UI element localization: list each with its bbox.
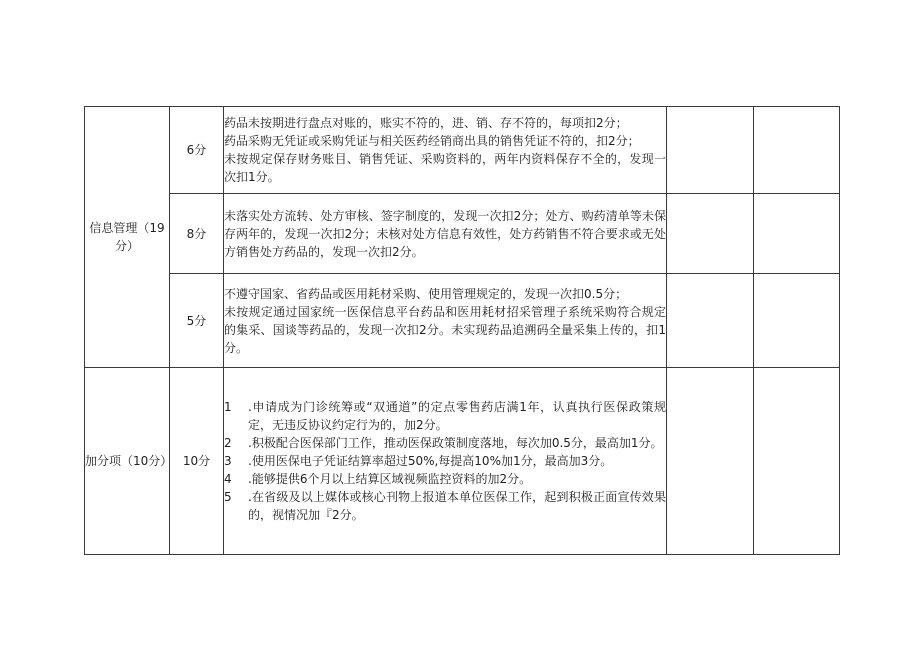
rule-cell: [224, 107, 667, 194]
bonus-item: [224, 434, 666, 452]
category-label: 加分项（10分）: [85, 454, 173, 468]
bonus-item-text: .能够提供6个月以上结算区域视频监控资料的加2分。: [248, 472, 532, 486]
bonus-item-text: .使用医保电子凭证结算率超过50%,每提高10%加1分，最高加3分。: [248, 454, 613, 468]
category-cell: [85, 368, 173, 555]
blank-cell: [667, 107, 754, 194]
bonus-item-number: 3: [224, 454, 232, 468]
rule-cell: [224, 274, 667, 368]
bonus-item-text: .积极配合医保部门工作，推动医保政策制度落地，每次加0.5分，最高加1分。: [248, 436, 663, 450]
blank-cell: [754, 107, 840, 194]
score-cell: [170, 107, 224, 194]
table-row: [85, 274, 840, 368]
score-value: 8分: [186, 226, 207, 241]
rule-line: 未按规定通过国家统一医保信息平台药品和医用耗材招采管理子系统采购符合规定的集采、国谈等药品的，发现一次扣2分。未实现药品追溯码全量采集上传的，扣1分。: [224, 304, 666, 355]
rule-line: 不遵守国家、省药品或医用耗材采购、使用管理规定的，发现一次扣0.5分；: [224, 286, 628, 301]
rule-line: 药品未按期进行盘点对账的，账实不符的，进、销、存不符的，每项扣2分；: [224, 116, 628, 130]
score-cell: [170, 368, 224, 555]
bonus-item-text: .在省级及以上媒体或核心刊物上报道本单位医保工作，起到积极正面宣传效果的，视情况加『2分。: [248, 490, 666, 522]
rule-cell: [224, 194, 667, 274]
bonus-item-number: 4: [224, 472, 232, 486]
blank-cell: [754, 368, 840, 555]
bonus-item-number: 2: [224, 436, 232, 450]
score-cell: [170, 194, 224, 274]
blank-cell: [754, 194, 840, 274]
bonus-item: [224, 470, 666, 488]
blank-cell: [667, 368, 754, 555]
score-value: 6分: [186, 143, 207, 157]
rule-line: 未按规定保存财务账目、销售凭证、采购资料的，两年内资料保存不全的，发现一次扣1分。: [224, 152, 666, 184]
bonus-item: [224, 452, 666, 470]
bonus-item-number: 5: [224, 490, 232, 504]
evaluation-table: [84, 106, 840, 555]
bonus-item: [224, 488, 666, 524]
rule-line: 药品采购无凭证或采购凭证与相关医药经销商出具的销售凭证不符的，扣2分；: [224, 134, 640, 148]
score-cell: [170, 274, 224, 368]
score-value: 5分: [186, 313, 207, 328]
bonus-item-number: 1: [224, 400, 232, 414]
table-row: [85, 368, 840, 555]
category-label: 信息管理（19分）: [89, 221, 165, 253]
bonus-rule-cell: [224, 368, 667, 555]
blank-cell: [667, 274, 754, 368]
rule-line: 未落实处方流转、处方审核、签字制度的，发现一次扣2分；处方、购药清单等未保存两年的，发现一次扣2分；未核对处方信息有效性，处方药销售不符合要求或无处方销售处方药品的，发现一次扣2分。: [224, 208, 666, 259]
table-row: [85, 194, 840, 274]
blank-cell: [754, 274, 840, 368]
score-value: 10分: [182, 454, 211, 468]
table-row: [85, 107, 840, 194]
blank-cell: [667, 194, 754, 274]
bonus-item: [224, 398, 666, 434]
category-cell: [85, 107, 170, 368]
bonus-item-text: .申请成为门诊统筹或“双通道”的定点零售药店满1年，认真执行医保政策规定，无违反协议约定行为的，加2分。: [248, 400, 666, 432]
